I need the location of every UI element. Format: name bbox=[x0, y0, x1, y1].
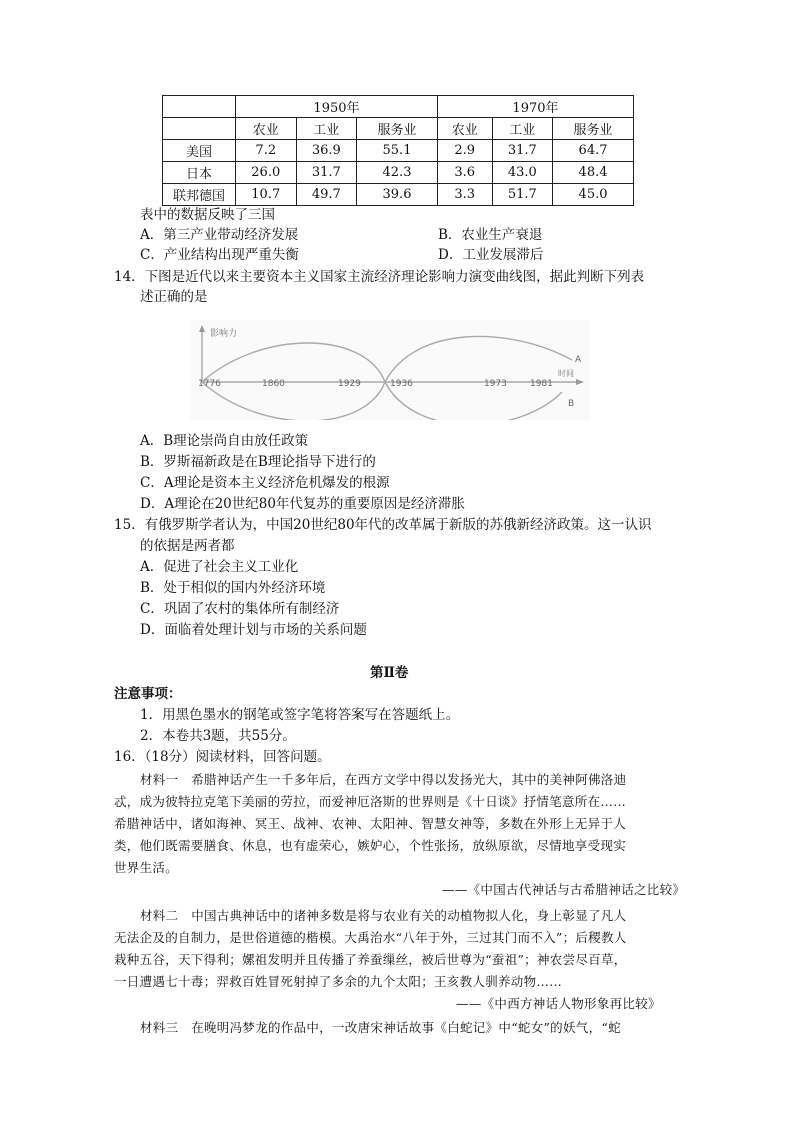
q13-option-a: A．第三产业带动经济发展 bbox=[140, 227, 299, 243]
table-sector-row bbox=[163, 118, 634, 140]
graph-background bbox=[190, 320, 590, 420]
theory-influence-graph bbox=[190, 320, 590, 420]
table-sector-header: 工业 bbox=[296, 118, 357, 140]
year-tick-label: 1981 bbox=[530, 379, 553, 389]
table-row bbox=[163, 140, 634, 162]
material1-line: 希腊神话中，诸如海神、冥王、战神、农神、太阳神、智慧女神等，多数在外形上无异于人 bbox=[114, 816, 627, 831]
material2-line: 一日遭遇七十毒；羿救百姓冒死射掉了多余的九个太阳；王亥教人驯养动物…… bbox=[114, 974, 563, 989]
table-cell: 42.3 bbox=[357, 162, 438, 184]
year-tick-label: 1973 bbox=[484, 379, 507, 389]
table-sector-header: 工业 bbox=[492, 118, 553, 140]
q15-option-a: A．促进了社会主义工业化 bbox=[140, 559, 299, 575]
table-country-cell: 日本 bbox=[163, 162, 236, 184]
table-cell: 36.9 bbox=[296, 140, 357, 162]
notice-title: 注意事项： bbox=[114, 686, 182, 702]
table-cell: 39.6 bbox=[357, 184, 438, 206]
q14-stem-line2: 述正确的是 bbox=[140, 289, 208, 305]
employment-structure-table bbox=[162, 95, 634, 206]
q14-stem-line1: 14．下图是近代以来主要资本主义国家主流经济理论影响力演变曲线图，据此判断下列表 bbox=[114, 269, 645, 285]
graph-x-label: 时间 bbox=[558, 369, 574, 378]
q13-option-d: D．工业发展滞后 bbox=[438, 247, 544, 263]
table-country-cell: 联邦德国 bbox=[163, 184, 236, 206]
table-cell: 3.3 bbox=[437, 184, 492, 206]
graph-y-label: 影响力 bbox=[210, 329, 238, 339]
table-sector-header: 农业 bbox=[437, 118, 492, 140]
table-sector-header: 服务业 bbox=[553, 118, 634, 140]
q14-option-a: A．B理论崇尚自由放任政策 bbox=[140, 433, 309, 449]
table-cell: 31.7 bbox=[492, 140, 553, 162]
material2-source: ——《中西方神话人物形象再比较》 bbox=[456, 996, 661, 1011]
table-country-cell: 美国 bbox=[163, 140, 236, 162]
q14-option-d: D．A理论在20世纪80年代复苏的重要原因是经济滞胀 bbox=[140, 496, 465, 512]
table-cell: 51.7 bbox=[492, 184, 553, 206]
material3-line: 材料三 在晚明冯梦龙的作品中，一改唐宋神话故事《白蛇记》中“蛇女”的妖气，“蛇 bbox=[140, 1020, 621, 1035]
part2-title: 第Ⅱ卷 bbox=[370, 665, 409, 681]
table-header-row bbox=[163, 96, 634, 118]
table-empty-cell bbox=[163, 118, 236, 140]
table-cell: 26.0 bbox=[236, 162, 297, 184]
q16-stem: 16．（18分）阅读材料，回答问题。 bbox=[114, 749, 331, 765]
q14-option-b: B．罗斯福新政是在B理论指导下进行的 bbox=[140, 454, 376, 470]
material1-line: 忒，成为彼特拉克笔下美丽的劳拉，而爱神厄洛斯的世界则是《十日谈》抒情笔意所在…… bbox=[114, 794, 627, 809]
year-tick-label: 1929 bbox=[338, 379, 361, 389]
table-cell: 43.0 bbox=[492, 162, 553, 184]
table-cell: 7.2 bbox=[236, 140, 297, 162]
q13-stem: 表中的数据反映了三国 bbox=[140, 207, 275, 223]
q14-option-c: C．A理论是资本主义经济危机爆发的根源 bbox=[140, 475, 390, 491]
q15-option-b: B．处于相似的国内外经济环境 bbox=[140, 580, 326, 596]
year-tick-label: 1936 bbox=[390, 379, 413, 389]
q15-stem-line2: 的依据是两者都 bbox=[140, 538, 235, 554]
table-year-header: 1970年 bbox=[437, 96, 633, 118]
table-cell: 10.7 bbox=[236, 184, 297, 206]
table-row bbox=[163, 162, 634, 184]
material1-source: ——《中国古代神话与古希腊神话之比较》 bbox=[442, 882, 686, 897]
curve-b-label: B bbox=[568, 399, 575, 409]
q13-option-c: C．产业结构出现严重失衡 bbox=[140, 247, 299, 263]
material2-line: 材料二 中国古典神话中的诸神多数是将与农业有关的动植物拟人化，身上彰显了凡人 bbox=[140, 908, 627, 923]
table-cell: 64.7 bbox=[553, 140, 634, 162]
table-cell: 55.1 bbox=[357, 140, 438, 162]
table-cell: 3.6 bbox=[437, 162, 492, 184]
year-tick-label: 1776 bbox=[198, 379, 221, 389]
material1-line: 世界生活。 bbox=[114, 860, 179, 875]
material1-line: 材料一 希腊神话产生一千多年后，在西方文学中得以发扬光大，其中的美神阿佛洛迪 bbox=[140, 772, 627, 787]
q15-option-c: C．巩固了农村的集体所有制经济 bbox=[140, 601, 340, 617]
table-cell: 48.4 bbox=[553, 162, 634, 184]
curve-a-label: A bbox=[575, 355, 582, 365]
q13-option-b: B．农业生产衰退 bbox=[438, 227, 543, 243]
table-corner-cell bbox=[163, 96, 236, 118]
q15-option-d: D．面临着处理计划与市场的关系问题 bbox=[140, 622, 367, 638]
material1-line: 类，他们既需要膳食、休息，也有虚荣心，嫉妒心，个性张扬，放纵原欲，尽情地享受现实 bbox=[114, 838, 627, 853]
table-sector-header: 服务业 bbox=[357, 118, 438, 140]
notice-item: 2．本卷共3题，共55分。 bbox=[140, 728, 296, 744]
table-cell: 49.7 bbox=[296, 184, 357, 206]
table-cell: 2.9 bbox=[437, 140, 492, 162]
table-cell: 45.0 bbox=[553, 184, 634, 206]
material2-line: 栽种五谷，天下得利；嫘祖发明并且传播了养蚕缫丝，被后世尊为“蚕祖”；神农尝尽百草， bbox=[114, 952, 627, 967]
table-cell: 31.7 bbox=[296, 162, 357, 184]
table-sector-header: 农业 bbox=[236, 118, 297, 140]
q15-stem-line1: 15．有俄罗斯学者认为，中国20世纪80年代的改革属于新版的苏俄新经济政策。这一认识 bbox=[114, 517, 652, 533]
table-year-header: 1950年 bbox=[236, 96, 438, 118]
year-tick-label: 1860 bbox=[262, 379, 285, 389]
material2-line: 无法企及的自制力，是世俗道德的楷模。大禹治水“八年于外，三过其门而不入”；后稷教人 bbox=[114, 930, 627, 945]
table-row bbox=[163, 184, 634, 206]
notice-item: 1．用黑色墨水的钢笔或签字笔将答案写在答题纸上。 bbox=[140, 707, 460, 723]
